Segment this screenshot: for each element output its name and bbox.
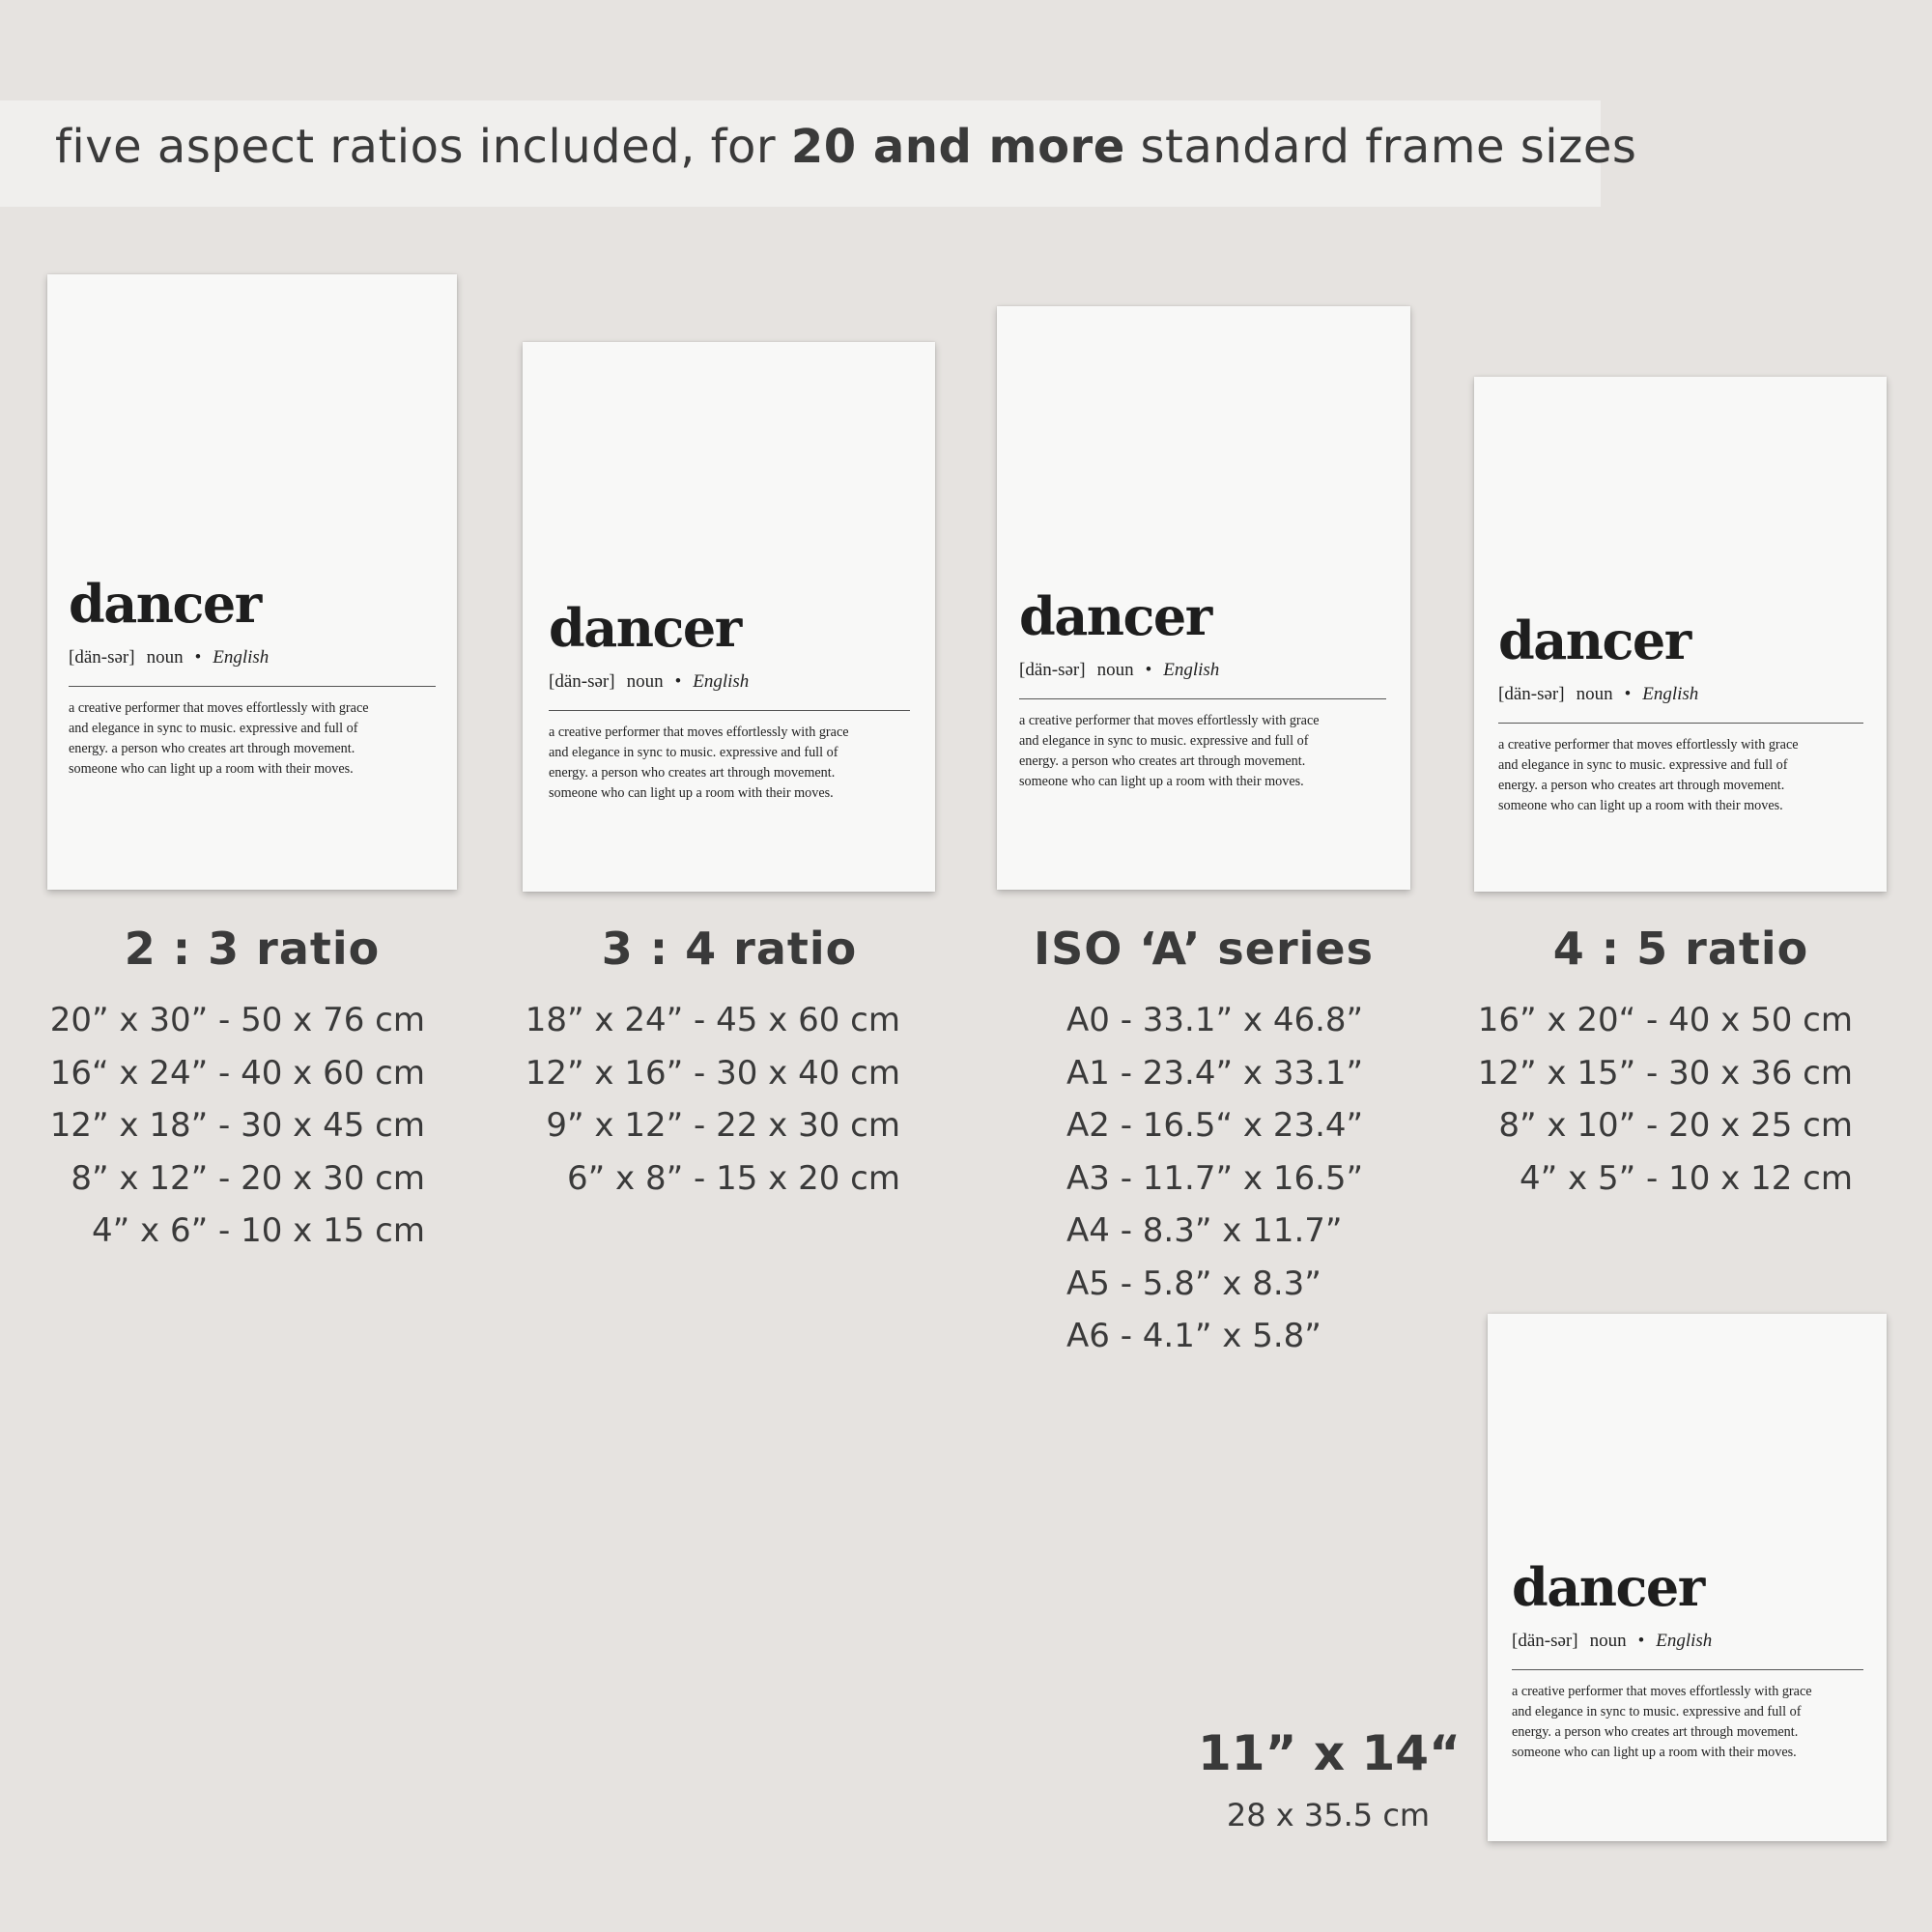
definition-text <box>549 723 910 804</box>
definition-pronunciation-line <box>1019 660 1386 681</box>
definition-text <box>1019 711 1386 792</box>
banner-text-bold: 20 and more <box>790 120 1125 174</box>
size-list-iso-a <box>1066 994 1434 1363</box>
size-item: A1 - 23.4” x 33.1” <box>1066 1053 1364 1093</box>
part-of-speech: noun <box>1096 660 1134 680</box>
size-item: 12” x 18” - 30 x 45 cm <box>49 1106 425 1145</box>
size-item: 16” x 20“ - 40 x 50 cm <box>1477 1001 1853 1039</box>
special-size-subtitle: 28 x 35.5 cm <box>1226 1797 1431 1833</box>
definition-line: and elegance in sync to music. expressive and full of <box>1019 733 1309 749</box>
pronunciation: [dän-sər] <box>1512 1631 1578 1651</box>
size-item: 20” x 30” - 50 x 76 cm <box>49 1001 425 1039</box>
definition-line: and elegance in sync to music. expressive and full of <box>1512 1704 1802 1719</box>
definition-block <box>549 597 910 804</box>
definition-text <box>69 698 436 780</box>
definition-line: someone who can light up a room with their moves. <box>1498 798 1783 813</box>
size-item: A2 - 16.5“ x 23.4” <box>1066 1106 1364 1145</box>
size-item: 4” x 6” - 10 x 15 cm <box>92 1211 425 1250</box>
size-item: 12” x 15” - 30 x 36 cm <box>1477 1053 1853 1093</box>
definition-line: a creative performer that moves effortlessly with grace <box>549 724 849 740</box>
definition-pronunciation-line <box>1512 1631 1863 1652</box>
language: English <box>1656 1631 1713 1651</box>
definition-line: someone who can light up a room with their moves. <box>69 761 354 777</box>
language: English <box>1163 660 1220 680</box>
size-item: 6” x 8” - 15 x 20 cm <box>567 1158 900 1198</box>
definition-word: dancer <box>549 597 741 659</box>
poster-iso-a <box>997 306 1410 890</box>
definition-pronunciation-line <box>1498 684 1863 705</box>
bullet: • <box>1624 684 1632 704</box>
definition-word: dancer <box>1512 1556 1704 1618</box>
language: English <box>213 647 270 668</box>
poster-11x14 <box>1488 1314 1887 1841</box>
definition-block <box>1498 610 1863 816</box>
definition-line: energy. a person who creates art through movement. <box>69 741 355 756</box>
size-item: A0 - 33.1” x 46.8” <box>1066 1001 1364 1039</box>
definition-line: a creative performer that moves effortlessly with grace <box>1498 737 1799 753</box>
banner-text-after: standard frame sizes <box>1124 120 1637 174</box>
definition-pronunciation-line <box>549 671 910 693</box>
definition-line: and elegance in sync to music. expressive and full of <box>69 721 358 736</box>
pronunciation: [dän-sər] <box>549 671 615 692</box>
language: English <box>693 671 750 692</box>
size-item: 16“ x 24” - 40 x 60 cm <box>49 1053 425 1093</box>
definition-line: a creative performer that moves effortlessly with grace <box>1512 1684 1812 1699</box>
poster-4-5 <box>1474 377 1887 892</box>
definition-block <box>1512 1556 1863 1763</box>
bullet: • <box>1145 660 1152 680</box>
size-item: A6 - 4.1” x 5.8” <box>1066 1317 1321 1355</box>
part-of-speech: noun <box>1576 684 1613 704</box>
poster-2-3 <box>47 274 457 890</box>
column-title-4-5: 4 : 5 ratio <box>1552 923 1809 975</box>
size-item: 8” x 10” - 20 x 25 cm <box>1498 1106 1853 1145</box>
size-list-3-4 <box>522 994 900 1205</box>
size-item: 12” x 16” - 30 x 40 cm <box>525 1053 900 1093</box>
part-of-speech: noun <box>146 647 184 668</box>
definition-block <box>69 573 436 780</box>
banner-text-before: five aspect ratios included, for <box>55 120 791 174</box>
definition-line: and elegance in sync to music. expressive and full of <box>1498 757 1788 773</box>
definition-line: a creative performer that moves effortlessly with grace <box>1019 713 1320 728</box>
definition-text <box>1498 735 1863 816</box>
column-title-2-3: 2 : 3 ratio <box>124 923 381 975</box>
size-item: A4 - 8.3” x 11.7” <box>1066 1211 1343 1250</box>
part-of-speech: noun <box>1589 1631 1627 1651</box>
column-title-iso-a: ISO ‘A’ series <box>1033 923 1375 975</box>
size-item: A5 - 5.8” x 8.3” <box>1066 1264 1321 1303</box>
definition-divider <box>1019 698 1386 699</box>
definition-word: dancer <box>69 573 261 635</box>
bullet: • <box>194 647 202 668</box>
column-title-3-4: 3 : 4 ratio <box>601 923 858 975</box>
banner-text <box>55 120 1636 174</box>
special-size-title: 11” x 14“ <box>1198 1725 1461 1781</box>
definition-line: someone who can light up a room with their moves. <box>549 785 834 801</box>
size-list-2-3 <box>48 994 425 1258</box>
bullet: • <box>1637 1631 1645 1651</box>
definition-word: dancer <box>1019 585 1211 647</box>
definition-line: energy. a person who creates art through movement. <box>549 765 836 781</box>
definition-divider <box>549 710 910 711</box>
size-item: A3 - 11.7” x 16.5” <box>1066 1158 1364 1198</box>
language: English <box>1642 684 1699 704</box>
definition-divider <box>69 686 436 687</box>
definition-line: someone who can light up a room with their moves. <box>1019 774 1304 789</box>
definition-line: and elegance in sync to music. expressive and full of <box>549 745 838 760</box>
size-item: 8” x 12” - 20 x 30 cm <box>71 1158 425 1198</box>
definition-line: a creative performer that moves effortlessly with grace <box>69 700 369 716</box>
header-banner <box>0 100 1637 207</box>
pronunciation: [dän-sər] <box>69 647 135 668</box>
definition-block <box>1019 585 1386 792</box>
definition-divider <box>1512 1669 1863 1670</box>
pronunciation: [dän-sər] <box>1019 660 1086 680</box>
definition-divider <box>1498 723 1863 724</box>
size-item: 18” x 24” - 45 x 60 cm <box>525 1001 900 1039</box>
definition-line: energy. a person who creates art through movement. <box>1512 1724 1799 1740</box>
part-of-speech: noun <box>626 671 664 692</box>
poster-3-4 <box>523 342 935 892</box>
definition-line: energy. a person who creates art through movement. <box>1019 753 1306 769</box>
definition-text <box>1512 1682 1863 1763</box>
definition-line: energy. a person who creates art through movement. <box>1498 778 1785 793</box>
size-item: 9” x 12” - 22 x 30 cm <box>546 1106 900 1145</box>
size-item: 4” x 5” - 10 x 12 cm <box>1520 1158 1853 1198</box>
size-list-4-5 <box>1468 994 1853 1205</box>
bullet: • <box>674 671 682 692</box>
definition-pronunciation-line <box>69 647 436 668</box>
definition-word: dancer <box>1498 610 1690 671</box>
definition-line: someone who can light up a room with their moves. <box>1512 1745 1797 1760</box>
pronunciation: [dän-sər] <box>1498 684 1565 704</box>
